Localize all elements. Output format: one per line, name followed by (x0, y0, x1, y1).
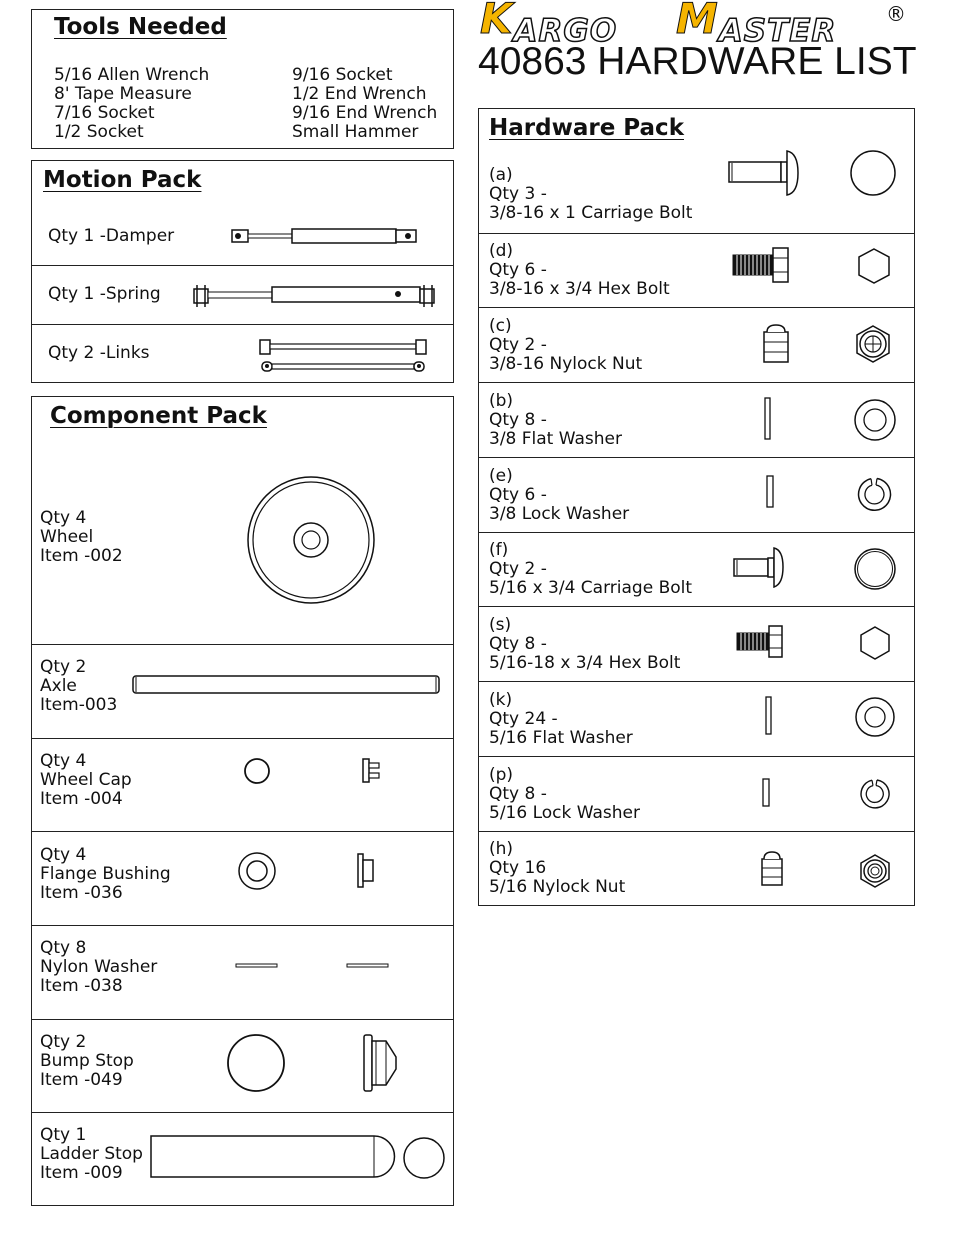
hardware-qty: Qty 8 - (489, 410, 547, 430)
tool-item: 8' Tape Measure (54, 84, 192, 104)
hardware-code: (p) (489, 765, 514, 785)
small-carriage-bolt-head-icon (853, 547, 897, 591)
axle-icon (132, 675, 442, 695)
tool-item: 9/16 End Wrench (292, 103, 438, 123)
component-name: Flange Bushing (40, 864, 171, 884)
tools-needed-title: Tools Needed (54, 14, 227, 40)
hardware-desc: 3/8-16 x 3/4 Hex Bolt (489, 279, 670, 299)
hardware-desc: 5/16 Nylock Nut (489, 877, 626, 897)
tool-item: 9/16 Socket (292, 65, 393, 85)
small-flat-washer-icon (854, 696, 896, 738)
hardware-pack-title: Hardware Pack (489, 115, 684, 141)
hardware-qty: Qty 8 - (489, 784, 547, 804)
nylock-nut-side-icon (763, 324, 791, 364)
hardware-qty: Qty 6 - (489, 260, 547, 280)
component-item-no: Item -049 (40, 1070, 123, 1090)
component-pack-panel (31, 396, 454, 1206)
hardware-desc: 5/16-18 x 3/4 Hex Bolt (489, 653, 681, 673)
tools-needed-panel (31, 9, 454, 149)
hardware-qty: Qty 24 - (489, 709, 558, 729)
motion-pack-panel (31, 160, 454, 383)
small-lock-washer-side-icon (762, 778, 772, 808)
hardware-desc: 5/16 x 3/4 Carriage Bolt (489, 578, 693, 598)
component-name: Wheel (40, 527, 94, 547)
ladder-stop-end-icon (402, 1136, 446, 1180)
hardware-desc: 3/8-16 x 1 Carriage Bolt (489, 203, 693, 223)
nylon-washer-side-icon (346, 963, 390, 969)
bump-stop-icon (226, 1033, 286, 1093)
carriage-bolt-head-icon (849, 149, 897, 197)
hardware-pack-panel (478, 108, 915, 906)
small-nylock-nut-top-icon (858, 853, 892, 889)
spring-icon (192, 283, 442, 309)
hardware-qty: Qty 3 - (489, 184, 547, 204)
hex-bolt-head-icon (856, 247, 892, 285)
hardware-desc: 3/8 Flat Washer (489, 429, 622, 449)
nylock-nut-top-icon (854, 324, 892, 364)
flange-bushing-side-icon (357, 853, 377, 889)
component-qty: Qty 8 (40, 938, 87, 958)
component-qty: Qty 2 (40, 1032, 87, 1052)
hardware-code: (a) (489, 165, 513, 185)
hardware-qty: Qty 2 - (489, 335, 547, 355)
motion-pack-title: Motion Pack (43, 167, 202, 193)
component-name: Ladder Stop (40, 1144, 143, 1164)
lock-washer-side-icon (766, 475, 776, 509)
registered-mark: ® (886, 2, 906, 26)
small-hex-bolt-head-icon (858, 625, 892, 661)
nylon-washer-icon (235, 963, 279, 969)
tool-item: 7/16 Socket (54, 103, 155, 123)
component-name: Wheel Cap (40, 770, 132, 790)
small-hex-bolt-icon (736, 625, 786, 659)
small-carriage-bolt-icon (733, 546, 789, 590)
component-item-no: Item -004 (40, 789, 123, 809)
links-icon (258, 339, 430, 373)
component-qty: Qty 2 (40, 657, 87, 677)
hardware-desc: 3/8-16 Nylock Nut (489, 354, 643, 374)
ladder-stop-icon (150, 1135, 400, 1179)
hardware-desc: 5/16 Flat Washer (489, 728, 633, 748)
component-item-no: Item -036 (40, 883, 123, 903)
wheel-cap-side-icon (362, 758, 382, 784)
hardware-code: (f) (489, 540, 509, 560)
flat-washer-side-icon (764, 397, 772, 441)
flange-bushing-icon (237, 851, 277, 891)
component-item-no: Item -038 (40, 976, 123, 996)
hardware-code: (c) (489, 316, 512, 336)
hardware-qty: Qty 16 (489, 858, 547, 878)
hardware-code: (d) (489, 241, 514, 261)
motion-item-label: Qty 1 -Damper (48, 226, 175, 246)
document-title: 40863 HARDWARE LIST (478, 40, 917, 83)
brand-logo (478, 0, 918, 49)
tool-item: 1/2 Socket (54, 122, 144, 142)
lock-washer-icon (857, 476, 893, 512)
small-nylock-nut-side-icon (761, 851, 785, 887)
component-qty: Qty 4 (40, 508, 87, 528)
bump-stop-side-icon (362, 1033, 402, 1093)
hardware-code: (b) (489, 391, 514, 411)
hardware-code: (k) (489, 690, 513, 710)
hardware-code: (s) (489, 615, 512, 635)
damper-icon (232, 227, 422, 245)
hardware-desc: 3/8 Lock Washer (489, 504, 630, 524)
brand-word-master: MASTER (676, 0, 837, 49)
component-pack-title: Component Pack (50, 403, 267, 429)
carriage-bolt-icon (728, 149, 800, 199)
component-name: Axle (40, 676, 77, 696)
hardware-desc: 5/16 Lock Washer (489, 803, 640, 823)
component-name: Bump Stop (40, 1051, 134, 1071)
hex-bolt-icon (732, 247, 794, 283)
tool-item: Small Hammer (292, 122, 419, 142)
hardware-qty: Qty 8 - (489, 634, 547, 654)
flat-washer-icon (853, 398, 897, 442)
motion-item-label: Qty 1 -Spring (48, 284, 161, 304)
motion-item-label: Qty 2 -Links (48, 343, 150, 363)
wheel-icon (246, 475, 376, 605)
small-flat-washer-side-icon (765, 696, 773, 736)
wheel-cap-icon (243, 757, 271, 785)
component-qty: Qty 1 (40, 1125, 87, 1145)
component-item-no: Item -002 (40, 546, 123, 566)
component-name: Nylon Washer (40, 957, 158, 977)
brand-word-kargo: KARGO (480, 0, 618, 49)
hardware-qty: Qty 6 - (489, 485, 547, 505)
component-item-no: Item-003 (40, 695, 118, 715)
tool-item: 5/16 Allen Wrench (54, 65, 210, 85)
component-qty: Qty 4 (40, 845, 87, 865)
hardware-code: (h) (489, 839, 514, 859)
component-item-no: Item -009 (40, 1163, 123, 1183)
hardware-code: (e) (489, 466, 513, 486)
tool-item: 1/2 End Wrench (292, 84, 427, 104)
small-lock-washer-icon (859, 778, 891, 810)
hardware-qty: Qty 2 - (489, 559, 547, 579)
component-qty: Qty 4 (40, 751, 87, 771)
